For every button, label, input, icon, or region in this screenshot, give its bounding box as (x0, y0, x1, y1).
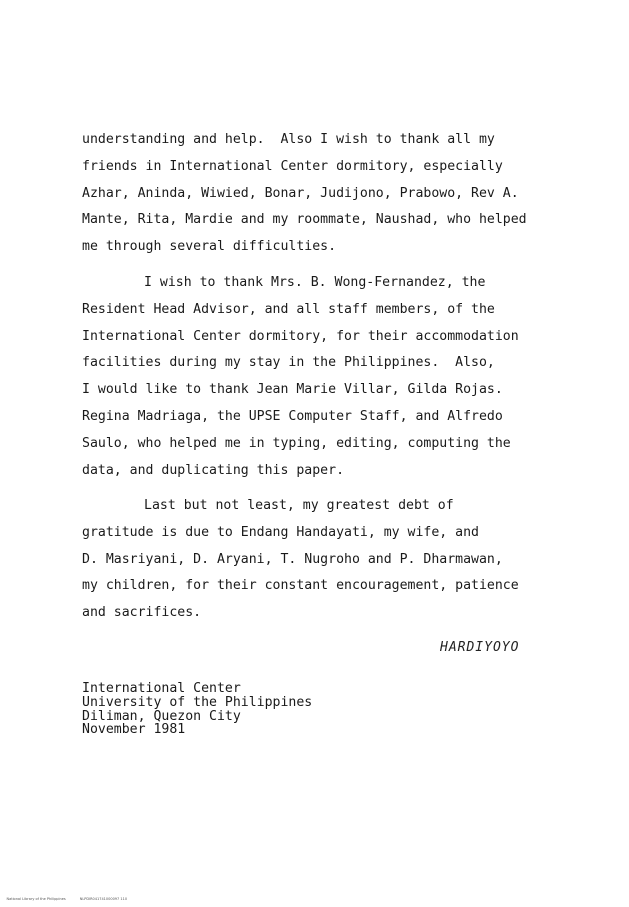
text-line: D. Masriyani, D. Aryani, T. Nugroho and P. Dharmawan, (82, 551, 503, 567)
text-line: friends in International Center dormitory, especially (82, 158, 503, 174)
text-line: and sacrifices. (82, 605, 202, 621)
text-line: I would like to thank Jean Marie Villar, Gilda Rojas. (82, 382, 503, 398)
text-line: Mante, Rita, Mardie and my roommate, Naushad, who helped (82, 212, 527, 228)
text-line: Resident Head Advisor, and all staff members, of the (82, 301, 495, 317)
text-line: International Center dormitory, for their accommodation (82, 328, 519, 344)
acknowledgment-paragraph-1 (82, 127, 527, 261)
address-line: International Center (82, 681, 241, 696)
address-block (82, 682, 312, 737)
acknowledgment-paragraph-3 (82, 493, 519, 627)
text-line: facilities during my stay in the Philippines. Also, (82, 355, 495, 371)
text-line: my children, for their constant encouragement, patience (82, 578, 519, 594)
address-line: Diliman, Quezon City (82, 708, 241, 724)
address-line: November 1981 (82, 722, 186, 738)
acknowledgment-paragraph-2 (82, 270, 519, 484)
text-line: I wish to thank Mrs. B. Wong-Fernandez, the (144, 275, 486, 290)
footer-code: NLPDIR041741000097 110 (79, 897, 128, 901)
text-line: gratitude is due to Endang Handayati, my wife, and (82, 524, 479, 540)
author-signature: HARDIYOYO (440, 640, 520, 655)
text-line: Azhar, Aninda, Wiwied, Bonar, Judijono, Prabowo, Rev A. (82, 185, 519, 201)
address-line: University of the Philippines (82, 694, 313, 710)
text-line: me through several difficulties. (82, 239, 337, 255)
text-line: Regina Madriaga, the UPSE Computer Staff, and Alfredo (82, 408, 503, 424)
footer-library: National Library of the Philippines (6, 897, 66, 901)
text-line: data, and duplicating this paper. (82, 462, 345, 478)
text-line: Last but not least, my greatest debt of (144, 498, 454, 513)
text-line: understanding and help. Also I wish to thank all my (82, 132, 495, 147)
text-line: Saulo, who helped me in typing, editing, computing the (82, 435, 511, 451)
